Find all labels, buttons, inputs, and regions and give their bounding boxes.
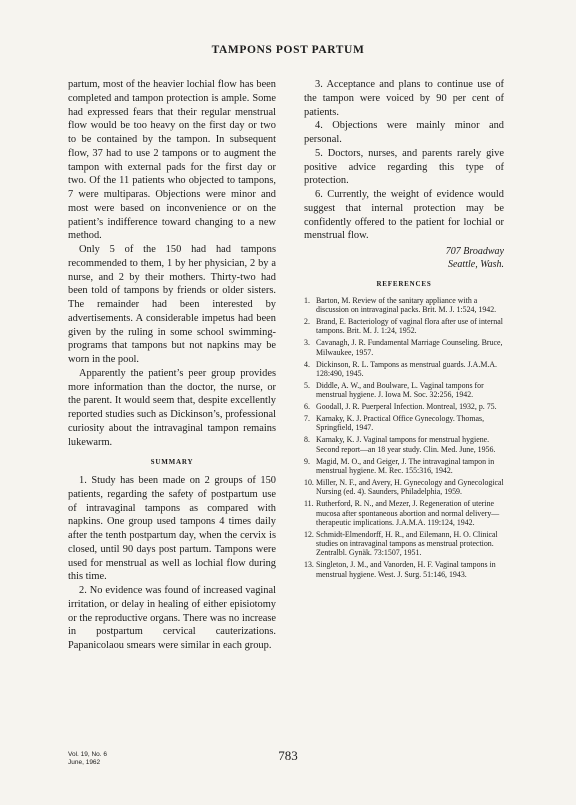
reference-number: 3. [304, 338, 310, 348]
reference-number: 12. [304, 529, 314, 539]
reference-number: 5. [304, 380, 310, 390]
summary-item: 2. No evidence was found of increased vaginal irritation, or delay in healing of either episiotomy or the reproductive organs. There was no increase in postpartum cervical cauterizations. Papanicolaou smears were similar in each group. [68, 585, 276, 651]
reference-number: 13. [304, 560, 314, 570]
reference-item [304, 317, 504, 336]
summary-item: 1. Study has been made on 2 groups of 150 patients, regarding the safety of postpartum use of intravaginal tampons as compared with napkins. One group used tampons 4 times daily after the tenth postpartum day, when the cervix is closed, until 90 days post partum. Tampons were used for menstrual as well as lochial flow during this time. [68, 475, 276, 583]
body-paragraph: partum, most of the heavier lochial flow has been completed and tampon protection is ample. Some had expressed fears that their regular menstrual flow would be too heavy on the first day or two to be contained by the tampon. In subsequent flow, 37 had to use 2 tampons or to augment the tampon with external pads for the first day or two. Of the 11 patients who objected to tampons, 7 were multiparas. Objections were minor and most were based on inconvenience or on the patient’s indifference toward changing to a new method. [68, 79, 276, 242]
reference-text: Karnaky, K. J. Practical Office Gynecology. Thomas, Springfield, 1947. [316, 414, 485, 433]
reference-number: 9. [304, 456, 310, 466]
reference-item [304, 478, 504, 497]
reference-text: Schmidt-Elmendorff, H. R., and Eilemann, H. O. Clinical studies on intravaginal tampons as menstrual protection. Zentralbl. Gynäk. 73:1507, 1951. [316, 529, 498, 558]
reference-number: 7. [304, 414, 310, 424]
reference-item [304, 530, 504, 558]
summary-item: 5. Doctors, nurses, and parents rarely give positive advice regarding this type of protection. [304, 147, 504, 187]
summary-item: 3. Acceptance and plans to continue use of the tampon were voiced by 90 per cent of patients. [304, 79, 504, 118]
reference-item [304, 296, 504, 315]
summary-item: 6. Currently, the weight of evidence would suggest that internal protection may be confidently offered to the patient for lochial or menstrual flow. [304, 189, 504, 242]
references-heading: REFERENCES [376, 280, 432, 288]
reference-item [304, 560, 504, 579]
reference-item [304, 457, 504, 476]
address-street: 707 Broadway [445, 246, 504, 257]
summary-item: 4. Objections were mainly minor and personal. [304, 120, 504, 145]
reference-number: 10. [304, 477, 314, 487]
volume-line: Vol. 19, No. 6 [68, 751, 108, 758]
reference-number: 2. [304, 317, 310, 327]
reference-list [304, 296, 504, 579]
reference-item [304, 414, 504, 433]
left-column [68, 78, 276, 653]
reference-text: Rutherford, R. N., and Mezer, J. Regeneration of uterine mucosa after spontaneous abortion and normal delivery—therapeutic implications. J.A.M.A. 119:124, 1942. [316, 499, 500, 527]
reference-text: Cavanagh, J. R. Fundamental Marriage Counseling. Bruce, Milwaukee, 1957. [316, 338, 503, 357]
reference-text: Karnaky, K. J. Vaginal tampons for menstrual hygiene. Second report—an 18 year study. Clin. Med. June, 1956. [316, 435, 496, 454]
reference-number: 11. [304, 499, 314, 509]
running-header: TAMPONS POST PARTUM [211, 44, 365, 56]
author-address [304, 246, 504, 271]
reference-number: 6. [304, 402, 310, 412]
reference-text: Brand, E. Bacteriology of vaginal flora after use of internal tampons. Brit. M. J. 1:24, 1952. [316, 317, 503, 336]
reference-item [304, 381, 504, 400]
reference-text: Diddle, A. W., and Boulware, L. Vaginal tampons for menstrual hygiene. J. Iowa M. Soc. 32:256, 1942. [316, 380, 484, 400]
reference-text: Singleton, J. M., and Vanorden, H. F. Vaginal tampons in menstrual hygiene. West. J. Surg. 51:146, 1943. [316, 560, 496, 579]
reference-text: Barton, M. Review of the sanitary appliance with a discussion on intravaginal packs. Brit. M. J. 1:524, 1942. [316, 295, 497, 315]
page-number: 783 [278, 748, 298, 763]
reference-text: Goodall, J. R. Puerperal Infection. Montreal, 1932, p. 75. [316, 402, 497, 412]
body-paragraph: Only 5 of the 150 had had tampons recommended to them, 1 by her physician, 2 by a nurse, and 2 by their mothers. Thirty-two had been told of tampons by friends or older sisters. The remainder had been interested by advertisements. A considerable impetus had been given by the ruling in some school swimming-programs that tampons but not napkins may be worn in the pool. [68, 244, 276, 365]
reference-item [304, 435, 504, 454]
reference-text: Dickinson, R. L. Tampons as menstrual guards. J.A.M.A. 128:490, 1945. [316, 359, 497, 378]
reference-item [304, 360, 504, 379]
reference-item [304, 402, 504, 411]
right-column [304, 78, 504, 582]
reference-number: 4. [304, 359, 310, 369]
summary-heading: SUMMARY [150, 458, 194, 467]
date-line: June, 1962 [68, 758, 101, 766]
reference-number: 1. [304, 295, 310, 305]
reference-text: Miller, N. F., and Avery, H. Gynecology and Gynecological Nursing (ed. 4). Saunders, Philadelphia, 1959. [316, 477, 504, 497]
reference-text: Magid, M. O., and Geiger, J. The intravaginal tampon in menstrual hygiene. M. Rec. 155:316, 1942. [316, 456, 495, 475]
reference-item [304, 499, 504, 527]
reference-item [304, 338, 504, 357]
address-city: Seattle, Wash. [447, 258, 504, 270]
reference-number: 8. [304, 435, 310, 445]
body-paragraph: Apparently the patient’s peer group provides more information than the doctor, the nurse, or the parent. It would seem that, despite excellently reported studies such as Dickinson’s, professional curiosity about the intravaginal tampon remains lukewarm. [68, 367, 276, 448]
